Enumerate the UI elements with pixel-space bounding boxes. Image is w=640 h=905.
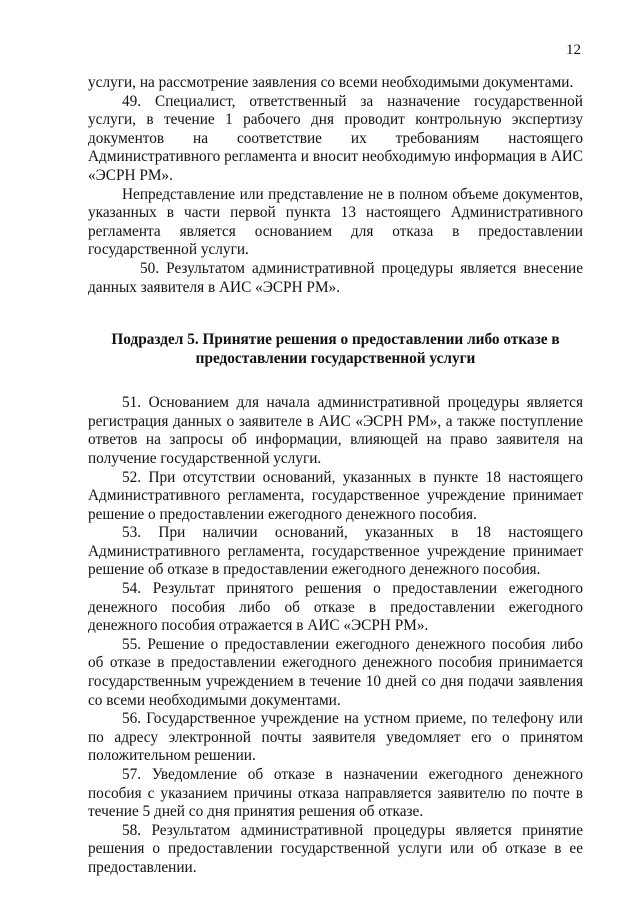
paragraph-52: 52. При отсутствии оснований, указанных в пункте 18 настоящего Административного регламента, государственное учреждение принимает решение о предоставлении ежегодного денежного пособия.: [88, 468, 583, 523]
paragraph-56: 56. Государственное учреждение на устном приеме, по телефону или по адресу электронной почты заявителя уведомляет его о принятом положительном решении.: [88, 710, 583, 765]
paragraph-58: 58. Результатом административной процедуры является принятие решения о предоставлении государственной услуги или об отказе в ее предоставлении.: [88, 821, 583, 876]
paragraph-57: 57. Уведомление об отказе в назначении ежегодного денежного пособия с указанием причины отказа направляется заявителю по почте в течение 5 дней со дня принятия решения об отказе.: [88, 766, 583, 821]
paragraph-54: 54. Результат принятого решения о предоставлении ежегодного денежного пособия либо об отказе в предоставлении ежегодного денежного пособия отражается в АИС «ЭСРН РМ».: [88, 580, 583, 635]
page-number: 12: [566, 42, 581, 58]
section-heading: Подраздел 5. Принятие решения о предоставлении либо отказе в предоставлении государственной услуги: [111, 331, 560, 368]
continuation-paragraph: услуги, на рассмотрение заявления со всеми необходимыми документами.: [88, 74, 574, 91]
paragraph-51: 51. Основанием для начала административной процедуры является регистрация данных о заявителе в АИС «ЭСРН РМ», а также поступление ответов на запросы об информации, влияющей на право заявителя на получение государственной услуги.: [88, 394, 583, 467]
paragraph-50: 50. Результатом административной процедуры является внесение данных заявителя в АИС «ЭСРН РМ».: [88, 259, 583, 296]
paragraph-49: 49. Специалист, ответственный за назначение государственной услуги, в течение 1 рабочего дня проводит контрольную экспертизу документов на соответствие их требованиям настоящего Административного регламента и вносит необходимую информация в АИС «ЭСРН РМ».: [88, 92, 583, 184]
document-body: [88, 74, 583, 878]
paragraph-55: 55. Решение о предоставлении ежегодного денежного пособия либо об отказе в предоставлении ежегодного денежного пособия принимается государственным учреждением в течение 10 дней со дня подачи заявления со всеми необходимыми документами.: [88, 635, 583, 709]
paragraph-non-submission: Непредставление или представление не в полном объеме документов, указанных в части первой пункта 13 настоящего Административного регламента является основанием для отказа в предоставлении государственной услуги.: [88, 185, 583, 259]
paragraph-53: 53. При наличии оснований, указанных в 18 настоящего Административного регламента, государственное учреждение принимает решение об отказе в предоставлении ежегодного денежного пособия.: [88, 524, 583, 579]
